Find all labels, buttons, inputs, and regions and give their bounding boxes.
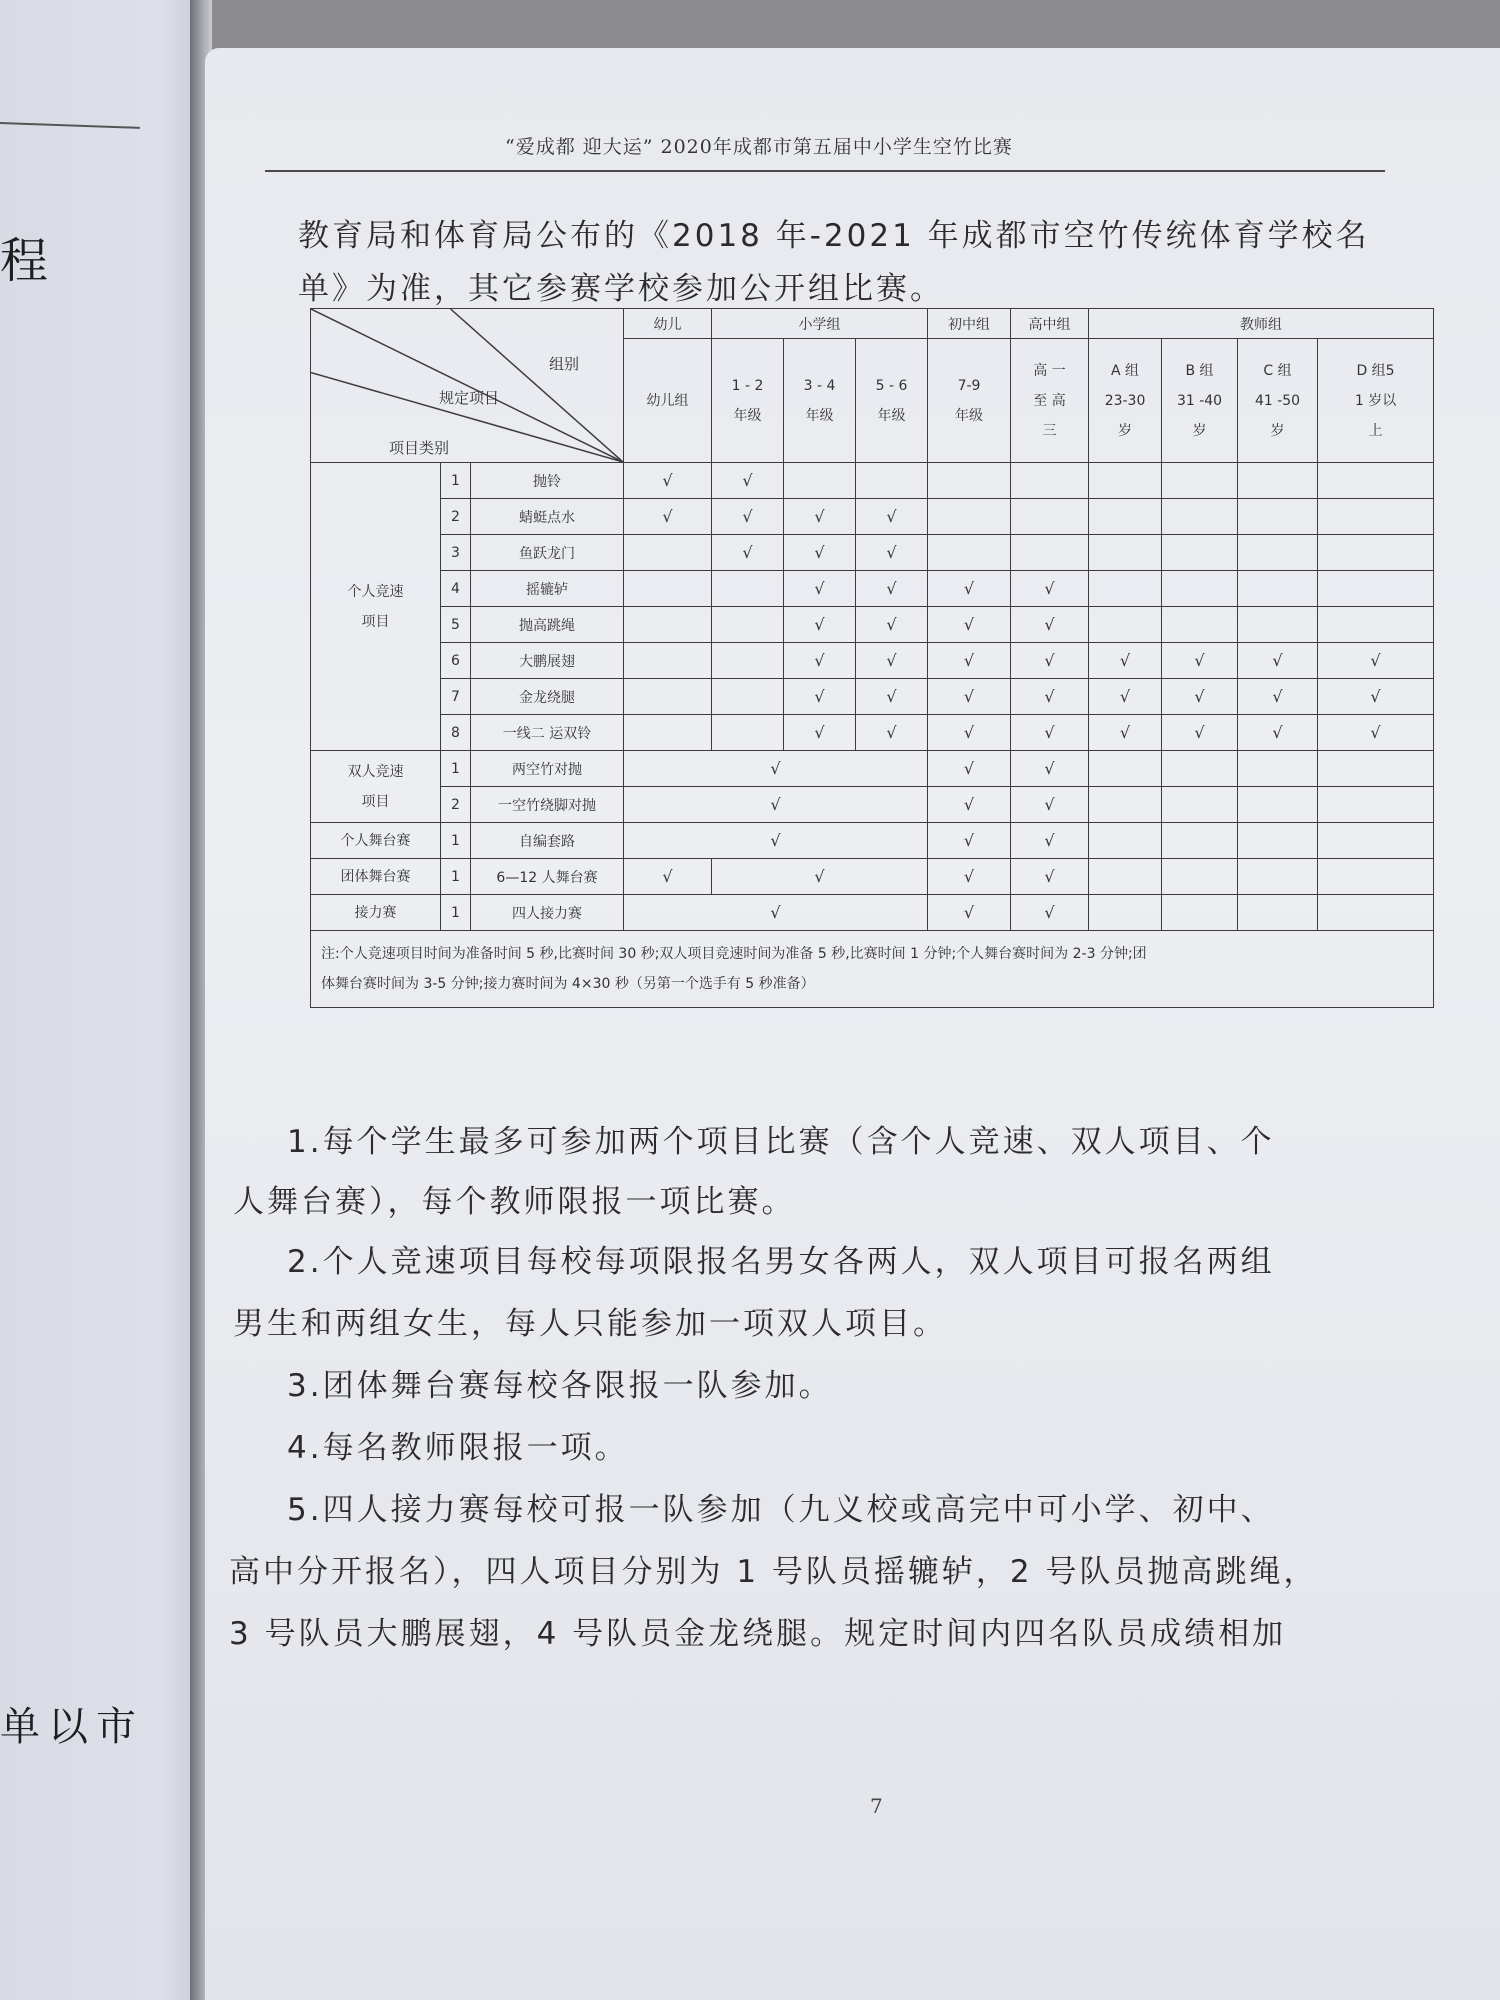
table-row bbox=[311, 535, 1434, 571]
table-row bbox=[311, 751, 1434, 787]
check-mark: √ bbox=[712, 463, 784, 499]
check-mark: √ bbox=[1318, 715, 1434, 751]
table-note bbox=[311, 931, 1434, 1008]
empty-cell bbox=[712, 607, 784, 643]
empty-cell bbox=[1318, 895, 1434, 931]
empty-cell bbox=[1162, 895, 1238, 931]
empty-cell bbox=[1318, 751, 1434, 787]
check-mark: √ bbox=[928, 715, 1011, 751]
subheader-cell: B 组 31 -40 岁 bbox=[1162, 339, 1238, 463]
empty-cell bbox=[1162, 859, 1238, 895]
item-name: 金龙绕腿 bbox=[471, 679, 624, 715]
header-primary: 小学组 bbox=[712, 309, 928, 339]
check-mark: √ bbox=[1238, 679, 1318, 715]
check-mark: √ bbox=[928, 859, 1011, 895]
table-row bbox=[311, 895, 1434, 931]
check-mark: √ bbox=[1011, 607, 1089, 643]
check-mark: √ bbox=[1089, 679, 1162, 715]
subheader-cell: A 组 23-30 岁 bbox=[1089, 339, 1162, 463]
rule-line-7: 5.四人接力赛每校可报一队参加（九义校或高完中可小学、初中、 bbox=[287, 1492, 1275, 1528]
category-team-stage: 团体舞台赛 bbox=[311, 859, 441, 895]
empty-cell bbox=[928, 499, 1011, 535]
check-mark: √ bbox=[928, 787, 1011, 823]
item-name: 自编套路 bbox=[471, 823, 624, 859]
empty-cell bbox=[624, 535, 712, 571]
empty-cell bbox=[1318, 535, 1434, 571]
empty-cell bbox=[1011, 535, 1089, 571]
rule-line-6: 4.每名教师限报一项。 bbox=[287, 1430, 629, 1466]
empty-cell bbox=[1089, 571, 1162, 607]
check-mark: √ bbox=[784, 643, 856, 679]
intro-line-1: 教育局和体育局公布的《2018 年-2021 年成都市空竹传统体育学校名 bbox=[298, 218, 1370, 254]
item-number: 1 bbox=[441, 823, 471, 859]
item-number: 1 bbox=[441, 895, 471, 931]
check-mark: √ bbox=[1238, 643, 1318, 679]
table-row bbox=[311, 859, 1434, 895]
check-mark: √ bbox=[1089, 643, 1162, 679]
check-mark: √ bbox=[928, 895, 1011, 931]
check-mark: √ bbox=[928, 823, 1011, 859]
empty-cell bbox=[1162, 571, 1238, 607]
empty-cell bbox=[1011, 499, 1089, 535]
check-mark: √ bbox=[856, 607, 928, 643]
check-mark: √ bbox=[928, 751, 1011, 787]
check-mark: √ bbox=[1011, 679, 1089, 715]
page-header: “爱成都 迎大运” 2020年成都市第五届中小学生空竹比赛 bbox=[505, 136, 1013, 158]
check-mark: √ bbox=[1011, 571, 1089, 607]
rule-line-4: 男生和两组女生，每人只能参加一项双人项目。 bbox=[233, 1306, 947, 1342]
item-name: 抛高跳绳 bbox=[471, 607, 624, 643]
check-mark: √ bbox=[1011, 859, 1089, 895]
category-pair: 双人竞速 项目 bbox=[311, 751, 441, 823]
item-number: 3 bbox=[441, 535, 471, 571]
empty-cell bbox=[1318, 607, 1434, 643]
item-name: 抛铃 bbox=[471, 463, 624, 499]
empty-cell bbox=[1162, 499, 1238, 535]
empty-cell bbox=[1238, 823, 1318, 859]
left-page-text-bottom: 单以市 bbox=[0, 1704, 144, 1750]
empty-cell bbox=[1238, 859, 1318, 895]
left-page bbox=[0, 0, 200, 2000]
empty-cell bbox=[1318, 499, 1434, 535]
table-header-row bbox=[311, 309, 1434, 339]
empty-cell bbox=[1162, 751, 1238, 787]
left-page-text-top: 程 bbox=[0, 233, 49, 289]
item-number: 2 bbox=[441, 499, 471, 535]
empty-cell bbox=[1318, 463, 1434, 499]
check-mark: √ bbox=[784, 571, 856, 607]
item-number: 1 bbox=[441, 463, 471, 499]
empty-cell bbox=[1238, 571, 1318, 607]
rule-line-9: 3 号队员大鹏展翅，4 号队员金龙绕腿。规定时间内四名队员成绩相加 bbox=[229, 1616, 1287, 1652]
empty-cell bbox=[1162, 787, 1238, 823]
empty-cell bbox=[928, 535, 1011, 571]
empty-cell bbox=[1162, 463, 1238, 499]
empty-cell bbox=[1238, 787, 1318, 823]
check-mark: √ bbox=[624, 859, 712, 895]
check-mark: √ bbox=[624, 463, 712, 499]
check-mark: √ bbox=[624, 499, 712, 535]
check-mark: √ bbox=[1162, 715, 1238, 751]
check-mark: √ bbox=[1162, 643, 1238, 679]
document-page bbox=[205, 48, 1500, 2000]
table-row bbox=[311, 823, 1434, 859]
check-mark-primary: √ bbox=[712, 859, 928, 895]
page-number: 7 bbox=[870, 1794, 883, 1818]
empty-cell bbox=[624, 643, 712, 679]
item-name: 一空竹绕脚对抛 bbox=[471, 787, 624, 823]
item-number: 4 bbox=[441, 571, 471, 607]
check-mark: √ bbox=[928, 679, 1011, 715]
empty-cell bbox=[1318, 787, 1434, 823]
check-mark: √ bbox=[856, 499, 928, 535]
empty-cell bbox=[1162, 823, 1238, 859]
item-name: 一线二 运双铃 bbox=[471, 715, 624, 751]
check-mark: √ bbox=[1011, 643, 1089, 679]
table-row bbox=[311, 643, 1434, 679]
table-row bbox=[311, 679, 1434, 715]
item-name: 大鹏展翅 bbox=[471, 643, 624, 679]
empty-cell bbox=[1318, 823, 1434, 859]
check-mark: √ bbox=[784, 607, 856, 643]
header-kindergarten: 幼儿 bbox=[624, 309, 712, 339]
empty-cell bbox=[1089, 823, 1162, 859]
empty-cell bbox=[1162, 607, 1238, 643]
empty-cell bbox=[712, 715, 784, 751]
check-mark: √ bbox=[1011, 823, 1089, 859]
subheader-cell: C 组 41 -50 岁 bbox=[1238, 339, 1318, 463]
check-mark: √ bbox=[856, 679, 928, 715]
table-note-row bbox=[311, 931, 1434, 1008]
empty-cell bbox=[1089, 787, 1162, 823]
check-mark: √ bbox=[1318, 643, 1434, 679]
item-name: 两空竹对抛 bbox=[471, 751, 624, 787]
category-relay: 接力赛 bbox=[311, 895, 441, 931]
table-row bbox=[311, 715, 1434, 751]
note-line-2: 体舞台赛时间为 3-5 分钟;接力赛时间为 4×30 秒（另第一个选手有 5 秒准备） bbox=[321, 976, 815, 992]
empty-cell bbox=[624, 607, 712, 643]
empty-cell bbox=[624, 571, 712, 607]
empty-cell bbox=[1089, 499, 1162, 535]
corner-group-label: 组别 bbox=[549, 355, 580, 373]
empty-cell bbox=[712, 643, 784, 679]
check-mark: √ bbox=[1011, 751, 1089, 787]
corner-diagonal-lines bbox=[311, 309, 623, 462]
header-junior: 初中组 bbox=[928, 309, 1011, 339]
rule-line-8: 高中分开报名），四人项目分别为 1 号队员摇辘轳，2 号队员抛高跳绳， bbox=[229, 1554, 1318, 1590]
left-page-rule bbox=[0, 122, 140, 129]
empty-cell bbox=[712, 679, 784, 715]
check-mark: √ bbox=[1011, 787, 1089, 823]
check-mark-kg-primary: √ bbox=[624, 787, 928, 823]
empty-cell bbox=[928, 463, 1011, 499]
table-row bbox=[311, 571, 1434, 607]
header-teacher: 教师组 bbox=[1089, 309, 1434, 339]
rule-line-1: 1.每个学生最多可参加两个项目比赛（含个人竞速、双人项目、个 bbox=[287, 1124, 1275, 1160]
check-mark: √ bbox=[1162, 679, 1238, 715]
check-mark: √ bbox=[1318, 679, 1434, 715]
check-mark: √ bbox=[856, 643, 928, 679]
check-mark: √ bbox=[856, 715, 928, 751]
corner-category-label: 项目类别 bbox=[389, 439, 450, 457]
item-name: 四人接力赛 bbox=[471, 895, 624, 931]
empty-cell bbox=[712, 571, 784, 607]
category-solo-stage: 个人舞台赛 bbox=[311, 823, 441, 859]
empty-cell bbox=[784, 463, 856, 499]
note-line-1: 注:个人竞速项目时间为准备时间 5 秒,比赛时间 30 秒;双人项目竞速时间为准备 5 秒,比赛时间 1 分钟;个人舞台赛时间为 2-3 分钟;团 bbox=[321, 946, 1147, 962]
item-number: 1 bbox=[441, 751, 471, 787]
item-number: 1 bbox=[441, 859, 471, 895]
check-mark-kg-primary: √ bbox=[624, 823, 928, 859]
check-mark: √ bbox=[928, 571, 1011, 607]
table-corner-cell bbox=[311, 309, 624, 463]
table-row bbox=[311, 787, 1434, 823]
check-mark: √ bbox=[1011, 895, 1089, 931]
table-row bbox=[311, 499, 1434, 535]
check-mark: √ bbox=[784, 715, 856, 751]
empty-cell bbox=[1238, 895, 1318, 931]
empty-cell bbox=[1238, 499, 1318, 535]
item-number: 8 bbox=[441, 715, 471, 751]
empty-cell bbox=[1011, 463, 1089, 499]
check-mark: √ bbox=[1238, 715, 1318, 751]
subheader-cell: 高 一 至 高 三 bbox=[1011, 339, 1089, 463]
empty-cell bbox=[624, 679, 712, 715]
check-mark: √ bbox=[856, 535, 928, 571]
table-row bbox=[311, 607, 1434, 643]
empty-cell bbox=[1318, 859, 1434, 895]
empty-cell bbox=[856, 463, 928, 499]
check-mark-kg-primary: √ bbox=[624, 895, 928, 931]
table-row bbox=[311, 463, 1434, 499]
rule-line-5: 3.团体舞台赛每校各限报一队参加。 bbox=[287, 1368, 833, 1404]
event-table bbox=[310, 308, 1434, 1008]
empty-cell bbox=[1238, 535, 1318, 571]
empty-cell bbox=[1089, 463, 1162, 499]
item-number: 6 bbox=[441, 643, 471, 679]
check-mark: √ bbox=[712, 535, 784, 571]
subheader-cell: 3 - 4 年级 bbox=[784, 339, 856, 463]
header-rule bbox=[265, 170, 1385, 172]
empty-cell bbox=[1238, 463, 1318, 499]
intro-line-2: 单》为准，其它参赛学校参加公开组比赛。 bbox=[298, 271, 944, 307]
item-number: 2 bbox=[441, 787, 471, 823]
check-mark: √ bbox=[928, 643, 1011, 679]
check-mark: √ bbox=[712, 499, 784, 535]
check-mark: √ bbox=[1011, 715, 1089, 751]
header-senior: 高中组 bbox=[1011, 309, 1089, 339]
empty-cell bbox=[1089, 535, 1162, 571]
item-name: 6—12 人舞台赛 bbox=[471, 859, 624, 895]
empty-cell bbox=[1238, 607, 1318, 643]
empty-cell bbox=[1089, 607, 1162, 643]
empty-cell bbox=[1089, 895, 1162, 931]
item-name: 鱼跃龙门 bbox=[471, 535, 624, 571]
category-individual: 个人竞速 项目 bbox=[311, 463, 441, 751]
item-name: 蜻蜓点水 bbox=[471, 499, 624, 535]
subheader-cell: 5 - 6 年级 bbox=[856, 339, 928, 463]
corner-item-label: 规定项目 bbox=[439, 389, 500, 407]
check-mark-kg-primary: √ bbox=[624, 751, 928, 787]
check-mark: √ bbox=[784, 499, 856, 535]
empty-cell bbox=[1089, 859, 1162, 895]
empty-cell bbox=[1089, 751, 1162, 787]
check-mark: √ bbox=[928, 607, 1011, 643]
check-mark: √ bbox=[856, 571, 928, 607]
empty-cell bbox=[624, 715, 712, 751]
check-mark: √ bbox=[784, 679, 856, 715]
item-number: 5 bbox=[441, 607, 471, 643]
subheader-cell: D 组5 1 岁以 上 bbox=[1318, 339, 1434, 463]
rule-line-2: 人舞台赛），每个教师限报一项比赛。 bbox=[233, 1184, 796, 1220]
subheader-cell: 1 - 2 年级 bbox=[712, 339, 784, 463]
rule-line-3: 2.个人竞速项目每校每项限报名男女各两人，双人项目可报名两组 bbox=[287, 1244, 1275, 1280]
empty-cell bbox=[1318, 571, 1434, 607]
item-number: 7 bbox=[441, 679, 471, 715]
check-mark: √ bbox=[1089, 715, 1162, 751]
subheader-cell: 7-9 年级 bbox=[928, 339, 1011, 463]
empty-cell bbox=[1162, 535, 1238, 571]
subheader-cell: 幼儿组 bbox=[624, 339, 712, 463]
item-name: 摇辘轳 bbox=[471, 571, 624, 607]
empty-cell bbox=[1238, 751, 1318, 787]
check-mark: √ bbox=[784, 535, 856, 571]
